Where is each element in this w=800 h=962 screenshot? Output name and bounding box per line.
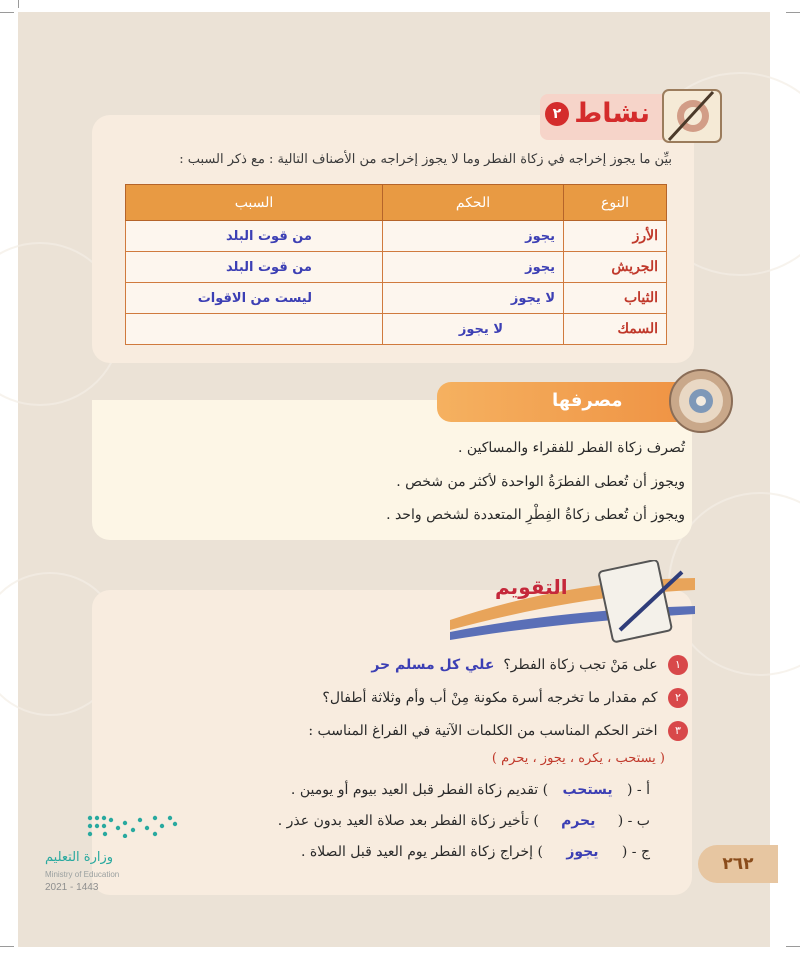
- ministry-name: وزارة التعليم: [45, 850, 114, 865]
- cell-kind: الجريش: [564, 252, 667, 283]
- answer-text: يحرم: [561, 813, 596, 829]
- distribution-line: ويجوز أن تُعطى زكاةُ الفِطْرِ المتعددة لشخص واحد .: [386, 507, 685, 523]
- item-text: تقديم زكاة الفطر قبل العيد بيوم أو يومين .: [290, 782, 539, 798]
- item-letter: ب -: [627, 813, 650, 829]
- crop-mark: [786, 12, 800, 13]
- distribution-title: مصرفها: [552, 390, 623, 411]
- activity-table: [125, 184, 667, 345]
- question-text: على مَنْ تجب زكاة الفطر؟: [503, 657, 658, 673]
- question-text: كم مقدار ما تخرجه أسرة مكونة مِنْ أب وأم وثلاثة أطفال؟: [322, 690, 658, 706]
- column-header-ruling: الحكم: [383, 185, 564, 221]
- evaluation-banner-swoosh: [450, 560, 700, 650]
- crop-mark: [0, 12, 14, 13]
- question-number-badge: ٢: [668, 688, 688, 708]
- cell-ruling: لا يجوز: [383, 283, 564, 314]
- cell-ruling: يجوز: [383, 252, 564, 283]
- question-3: [308, 721, 688, 741]
- cell-kind: الأرز: [564, 221, 667, 252]
- activity-instruction: بيِّن ما يجوز إخراجه في زكاة الفطر وما لا يجوز إخراجه من الأصناف التالية : مع ذكر السبب :: [179, 152, 672, 167]
- question-number-badge: ٣: [668, 721, 688, 741]
- table-row: [126, 252, 667, 283]
- item-text: إخراج زكاة الفطر يوم العيد قبل الصلاة .: [300, 844, 534, 860]
- item-letter: أ -: [636, 782, 650, 798]
- page-number: ٢٦٢: [698, 845, 778, 883]
- column-header-kind: النوع: [564, 185, 667, 221]
- activity-number-badge: ٢: [545, 102, 569, 126]
- item-text: تأخير زكاة الفطر بعد صلاة العيد بدون عذر .: [277, 813, 529, 829]
- crop-mark: [18, 0, 19, 8]
- cell-kind: السمك: [564, 314, 667, 345]
- cell-reason: [126, 314, 383, 345]
- ministry-logo-icon: [85, 812, 180, 838]
- fill-blank-item: ج - ( يجوز ) إخراج زكاة الفطر يوم العيد قبل الصلاة .: [300, 844, 650, 860]
- question-number-badge: ١: [668, 655, 688, 675]
- crop-mark: [786, 946, 800, 947]
- column-header-reason: السبب: [126, 185, 383, 221]
- crop-mark: [0, 946, 14, 947]
- answer-text: علي كل مسلم حر: [371, 657, 495, 673]
- cell-kind: الثياب: [564, 283, 667, 314]
- question-1: [371, 655, 688, 675]
- cell-ruling: يجوز: [383, 221, 564, 252]
- rosette-ornament-icon: [668, 368, 734, 434]
- question-text: اختر الحكم المناسب من الكلمات الآتية في الفراغ المناسب :: [308, 723, 658, 739]
- fill-blank-item: ب - ( يحرم ) تأخير زكاة الفطر بعد صلاة العيد بدون عذر .: [277, 813, 650, 829]
- answer-text: يستحب: [562, 782, 613, 798]
- cell-reason: من قوت البلد: [126, 221, 383, 252]
- cell-reason: ليست من الاقوات: [126, 283, 383, 314]
- question-2: [322, 688, 688, 708]
- table-row: [126, 221, 667, 252]
- distribution-line: ويجوز أن تُعطى الفطرَةُ الواحدة لأكثر من شخص .: [396, 474, 685, 490]
- answer-text: يجوز: [566, 844, 599, 860]
- cell-reason: من قوت البلد: [126, 252, 383, 283]
- activity-title: نشاط: [574, 98, 650, 129]
- table-row: [126, 283, 667, 314]
- ministry-year: 2021 - 1443: [45, 882, 99, 893]
- scroll-pen-icon: [655, 84, 727, 148]
- item-letter: ج -: [631, 844, 650, 860]
- table-row: [126, 314, 667, 345]
- ministry-name-english: Ministry of Education: [45, 870, 120, 879]
- cell-ruling: لا يجوز: [383, 314, 564, 345]
- fill-blank-item: أ - ( يستحب ) تقديم زكاة الفطر قبل العيد بيوم أو يومين .: [290, 782, 650, 798]
- distribution-line: تُصرف زكاة الفطر للفقراء والمساكين .: [457, 440, 685, 456]
- evaluation-title: التقويم: [495, 575, 568, 599]
- answer-options: ( يستحب ، يكره ، يجوز ، يحرم ): [491, 751, 665, 766]
